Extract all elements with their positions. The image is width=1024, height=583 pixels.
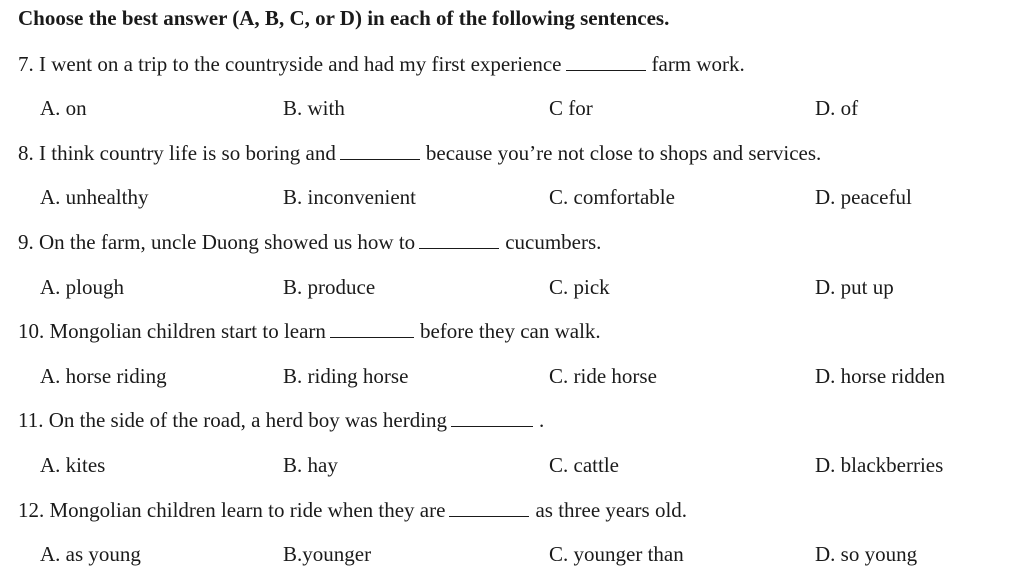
question-11-text-before: 11. On the side of the road, a herd boy was herding xyxy=(18,408,448,432)
question-11-text-after: . xyxy=(539,408,545,432)
question-12 xyxy=(18,498,687,523)
question-7-option-d: D. of xyxy=(815,96,859,120)
question-11-option-c: C. cattle xyxy=(549,453,619,477)
question-11-option-a: A. kites xyxy=(40,453,106,477)
question-7-text-before: 7. I went on a trip to the countryside and had my first experience xyxy=(18,52,562,76)
question-12-text-before: 12. Mongolian children learn to ride when they are xyxy=(18,498,446,522)
question-10-option-a: A. horse riding xyxy=(40,364,167,388)
question-12-option-a: A. as young xyxy=(40,542,141,566)
question-10-text-before: 10. Mongolian children start to learn xyxy=(18,319,326,343)
question-9-option-a: A. plough xyxy=(40,275,124,299)
question-10-text-after: before they can walk. xyxy=(419,319,601,343)
question-10-option-d: D. horse ridden xyxy=(815,364,946,388)
question-7-text-after: farm work. xyxy=(651,52,745,76)
question-10-option-b: B. riding horse xyxy=(283,364,409,388)
question-7-option-c: C for xyxy=(549,96,593,120)
question-7-blank xyxy=(566,56,646,71)
question-8-text-after: because you’re not close to shops and services. xyxy=(425,141,822,165)
question-7 xyxy=(18,52,745,77)
question-12-option-c: C. younger than xyxy=(549,542,684,566)
question-8-option-b: B. inconvenient xyxy=(283,185,416,209)
question-11 xyxy=(18,408,544,433)
question-8-option-d: D. peaceful xyxy=(815,185,912,209)
instruction-heading: Choose the best answer (A, B, C, or D) in each of the following sentences. xyxy=(18,6,670,30)
question-7-option-a: A. on xyxy=(40,96,87,120)
question-7-option-b: B. with xyxy=(283,96,345,120)
question-8 xyxy=(18,141,821,166)
question-8-option-c: C. comfortable xyxy=(549,185,675,209)
question-12-option-b: B.younger xyxy=(283,542,372,566)
question-8-text-before: 8. I think country life is so boring and xyxy=(18,141,336,165)
question-9 xyxy=(18,230,601,255)
question-8-option-a: A. unhealthy xyxy=(40,185,149,209)
question-8-blank xyxy=(340,145,420,160)
question-11-option-d: D. blackberries xyxy=(815,453,944,477)
question-9-text-before: 9. On the farm, uncle Duong showed us how to xyxy=(18,230,416,254)
question-9-blank xyxy=(419,234,499,249)
question-9-option-d: D. put up xyxy=(815,275,894,299)
question-10-option-c: C. ride horse xyxy=(549,364,657,388)
question-12-option-d: D. so young xyxy=(815,542,918,566)
question-10 xyxy=(18,319,601,344)
question-11-blank xyxy=(451,412,533,427)
question-12-text-after: as three years old. xyxy=(535,498,688,522)
question-9-text-after: cucumbers. xyxy=(505,230,602,254)
question-9-option-c: C. pick xyxy=(549,275,610,299)
question-10-blank xyxy=(330,323,414,338)
question-11-option-b: B. hay xyxy=(283,453,338,477)
question-12-blank xyxy=(449,502,529,517)
question-9-option-b: B. produce xyxy=(283,275,376,299)
